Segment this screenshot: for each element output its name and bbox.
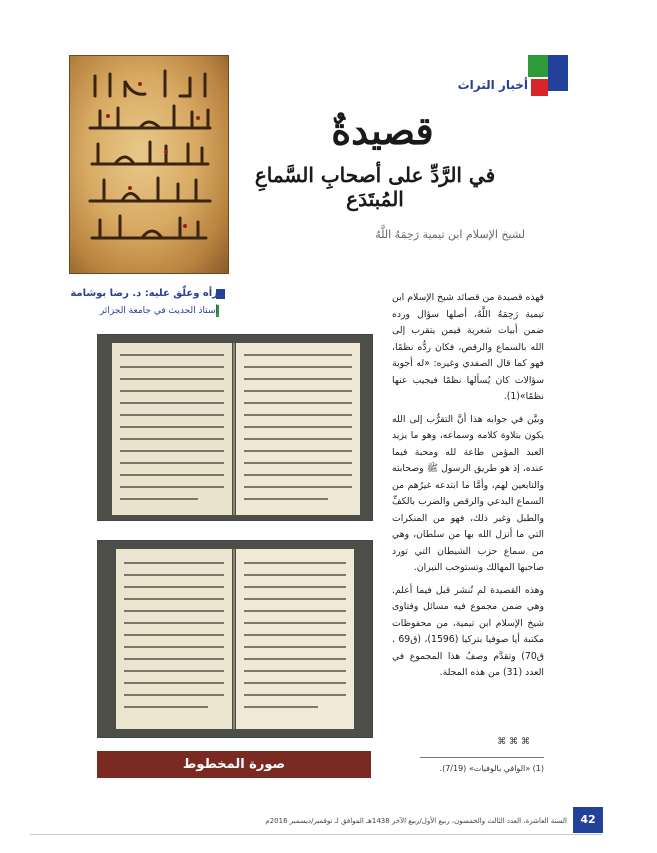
body-paragraph: وبيَّن في جوابه هذا أنَّ التقرُّب إلى الله يكون بتلاوة كلامه وسماعه، وهو ما يزيد العبد المؤمن طاعة لله ومحبة فيما عنده، إذ هو طريق الرسول ﷺ وصحابته والتابعين لهم، وأمَّا ما ابتدعه غيرُهم من السماع البدعي والرقص والضرب بالكفِّ والطبل وغير ذلك، فهو من المنكرات التي ما أنزل الله بها من سلطان، وهي من سماع حزب الشيطان التي تورد صاحبها المهالك وتستوجب النيران. [392,413,544,573]
section-end-stars: ⌘ ⌘ ⌘ [497,737,530,747]
decor-square-red [531,79,548,96]
article-title: قصيدةٌ [331,108,434,153]
page-number: 42 [573,807,603,833]
photo-caption: صورة المخطوط [97,751,371,778]
section-label: أخبار التراث [457,78,528,92]
manuscript-image [69,55,229,274]
body-paragraph: فهذه قصيدة من قصائد شيخ الإسلام ابن تيمية رَحِمَهُ اللَّهُ، أصلها سؤال ورده ضمن أبيات شعرية فيمن يتقرب إلى الله بالسماع والرقص، فكان ردُّه نظمًا، فهو كما قال الصفدي وغيره: «له أجوبة سؤالات كان يُسألها نظمًا فيجيب عنها نظمًا»(1). [392,292,544,402]
editor-credit: قرأه وعلّق عليه: د. رضا بوشامة [70,288,225,299]
article-subtitle: في الرَّدِّ على أصحابِ السَّماعِ المُبتَدَع [254,163,496,211]
article-body [392,290,544,688]
body-paragraph: وهذه القصيدة لم تُنشر قبل فيما أعلم. وهي ضمن مجموع فيه مسائل وفتاوى شيخ الإسلام ابن تيمية، من محفوظات مكتبة أيا صوفيا بتركيا (1596)، (ق69 . ق70) وتقدَّم وصفُ هذا المجموع في العدد (31) من هذه المجلة. [392,584,544,678]
footnote-divider [420,757,544,758]
footnote: (1) «الوافي بالوفيات» (7/19). [439,764,544,773]
manuscript-photo-top [97,334,373,521]
author-line: لشيخ الإسلام ابن تيمية رَحِمَهُ اللَّهُ [375,228,525,241]
decor-square-blue [548,55,568,91]
footer-divider [30,834,602,835]
manuscript-photo-bottom [97,540,373,738]
editor-affiliation: أستاذ الحديث في جامعة الجزائر [99,306,218,316]
issue-info: السنة العاشرة، العدد الثالث والخمسون، ربيع الأول/ربيع الآخر 1438هـ الموافق لـ نوفمبر/ديسمبر 2016م [265,817,567,825]
decor-square-green [528,55,550,77]
